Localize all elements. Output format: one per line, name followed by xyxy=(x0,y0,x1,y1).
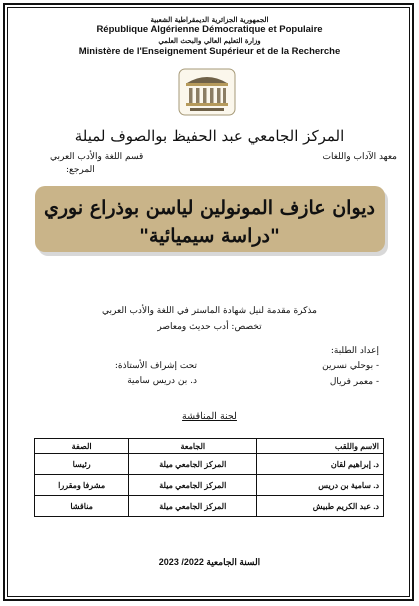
column-header-university: الجامعة xyxy=(129,439,257,454)
header-republic-fr: République Algérienne Démocratique et Populaire xyxy=(96,24,323,35)
academic-year: السنة الجامعية 2022/ 2023 xyxy=(158,557,261,567)
university-logo xyxy=(178,68,236,116)
jury-member-name: د. إبراهيم لقان xyxy=(257,454,384,475)
jury-member-role: رئيسا xyxy=(35,454,129,475)
header-ministry-ar: وزارة التعليم العالي والبحث العلمي xyxy=(158,36,261,45)
table-row xyxy=(35,454,384,475)
column-header-name: الاسم واللقب xyxy=(257,439,384,454)
jury-member-role: مناقشا xyxy=(35,496,129,517)
reference-label: المرجع: xyxy=(66,165,95,175)
specialty: تخصص: أدب حديث ومعاصر xyxy=(157,322,262,332)
jury-member-name: د. عبد الكريم طبيش xyxy=(257,496,384,517)
jury-member-university: المركز الجامعي ميلة xyxy=(129,454,257,475)
supervisor-label: تحت إشراف الأستاذة: xyxy=(114,361,197,371)
memo-statement: مذكرة مقدمة لنيل شهادة الماستر في اللغة والأدب العربي xyxy=(102,306,317,316)
student-name: - بوحلي نسرين xyxy=(322,361,379,371)
thesis-title: ديوان عازف المونولين لياسن بوذراع نوري xyxy=(43,197,376,219)
jury-title: لجنة المناقشة xyxy=(182,411,237,422)
header-republic-ar: الجمهورية الجزائرية الديمقراطية الشعبية xyxy=(150,15,269,24)
department-name: قسم اللغة والأدب العربي xyxy=(50,152,144,162)
jury-member-role: مشرفا ومقررا xyxy=(35,475,129,496)
jury-header-row xyxy=(35,439,384,454)
jury-table xyxy=(34,438,384,517)
table-row xyxy=(35,475,384,496)
supervisor-name: د. بن دريس سامية xyxy=(127,376,197,386)
header-ministry-fr: Ministère de l'Enseignement Supérieur et de la Recherche xyxy=(78,46,341,57)
jury-member-university: المركز الجامعي ميلة xyxy=(129,475,257,496)
university-name: المركز الجامعي عبد الحفيظ بوالصوف لميلة xyxy=(74,127,345,145)
jury-member-university: المركز الجامعي ميلة xyxy=(129,496,257,517)
table-row xyxy=(35,496,384,517)
column-header-role: الصفة xyxy=(35,439,129,454)
jury-member-name: د. سامية بن دريس xyxy=(257,475,384,496)
student-name: - معمر فريال xyxy=(329,377,379,387)
thesis-subtitle: "دراسة سيميائية" xyxy=(139,225,280,247)
institute-name: معهد الآداب واللغات xyxy=(322,152,397,162)
students-label: إعداد الطلبة: xyxy=(330,346,379,356)
